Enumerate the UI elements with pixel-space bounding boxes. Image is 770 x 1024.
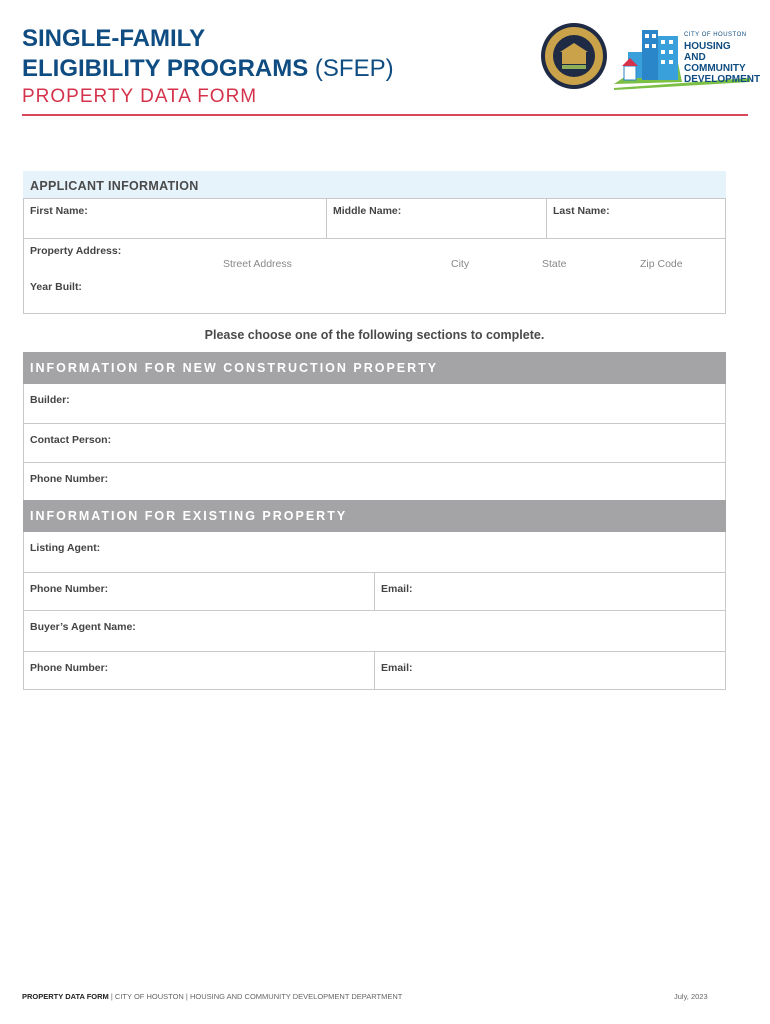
builder-phone-field[interactable]: Phone Number: — [23, 463, 726, 501]
street-label: Street Address — [223, 258, 292, 270]
listing-phone-field[interactable]: Phone Number: — [24, 573, 375, 610]
listing-contact-row — [23, 573, 726, 611]
middle-name-field[interactable]: Middle Name: — [327, 199, 547, 238]
listing-agent-field[interactable]: Listing Agent: — [23, 532, 726, 573]
city-seal-icon — [540, 22, 608, 90]
footer-date: July, 2023 — [674, 992, 708, 1001]
footer-form-name: PROPERTY DATA FORM — [22, 992, 109, 1001]
existing-property-heading: INFORMATION FOR EXISTING PROPERTY — [23, 500, 726, 532]
state-label: State — [542, 258, 567, 270]
zip-label: Zip Code — [640, 258, 683, 270]
buyer-email-field[interactable]: Email: — [381, 662, 413, 674]
city-label: City — [451, 258, 470, 270]
page-subtitle: PROPERTY DATA FORM — [22, 86, 258, 107]
title-acronym: (SFEP) — [314, 55, 394, 82]
name-row — [23, 198, 726, 239]
contact-person-field[interactable]: Contact Person: — [23, 424, 726, 463]
applicant-section — [23, 171, 726, 314]
new-construction-section — [23, 352, 726, 501]
existing-property-section — [23, 500, 726, 690]
year-built-field[interactable]: Year Built: — [23, 277, 726, 314]
last-name-field[interactable]: Last Name: — [553, 205, 610, 217]
new-construction-heading: INFORMATION FOR NEW CONSTRUCTION PROPERTY — [23, 352, 726, 384]
listing-email-field[interactable]: Email: — [381, 583, 413, 595]
buyer-contact-row — [23, 652, 726, 690]
applicant-heading: APPLICANT INFORMATION — [23, 171, 726, 198]
footer — [22, 992, 402, 1001]
buyer-phone-field[interactable]: Phone Number: — [24, 652, 375, 689]
first-name-field[interactable]: First Name: — [24, 199, 327, 238]
instruction-text: Please choose one of the following sections to complete. — [204, 328, 545, 342]
page-title: SINGLE-FAMILY ELIGIBILITY PROGRAMS (SFEP) — [22, 25, 394, 82]
header-divider — [22, 114, 748, 116]
title-bold: ELIGIBILITY PROGRAMS — [22, 55, 309, 82]
builder-field[interactable]: Builder: — [23, 384, 726, 424]
buyers-agent-field[interactable]: Buyer’s Agent Name: — [23, 611, 726, 652]
footer-department: | CITY OF HOUSTON | HOUSING AND COMMUNITY DEVELOPMENT DEPARTMENT — [108, 992, 403, 1001]
hcd-logo-text: CITY OF HOUSTON HOUSING AND COMMUNITY DEVELOPMENT — [684, 32, 761, 85]
property-address-field[interactable]: Property Address: Street Address City State Zip Code — [23, 239, 726, 277]
